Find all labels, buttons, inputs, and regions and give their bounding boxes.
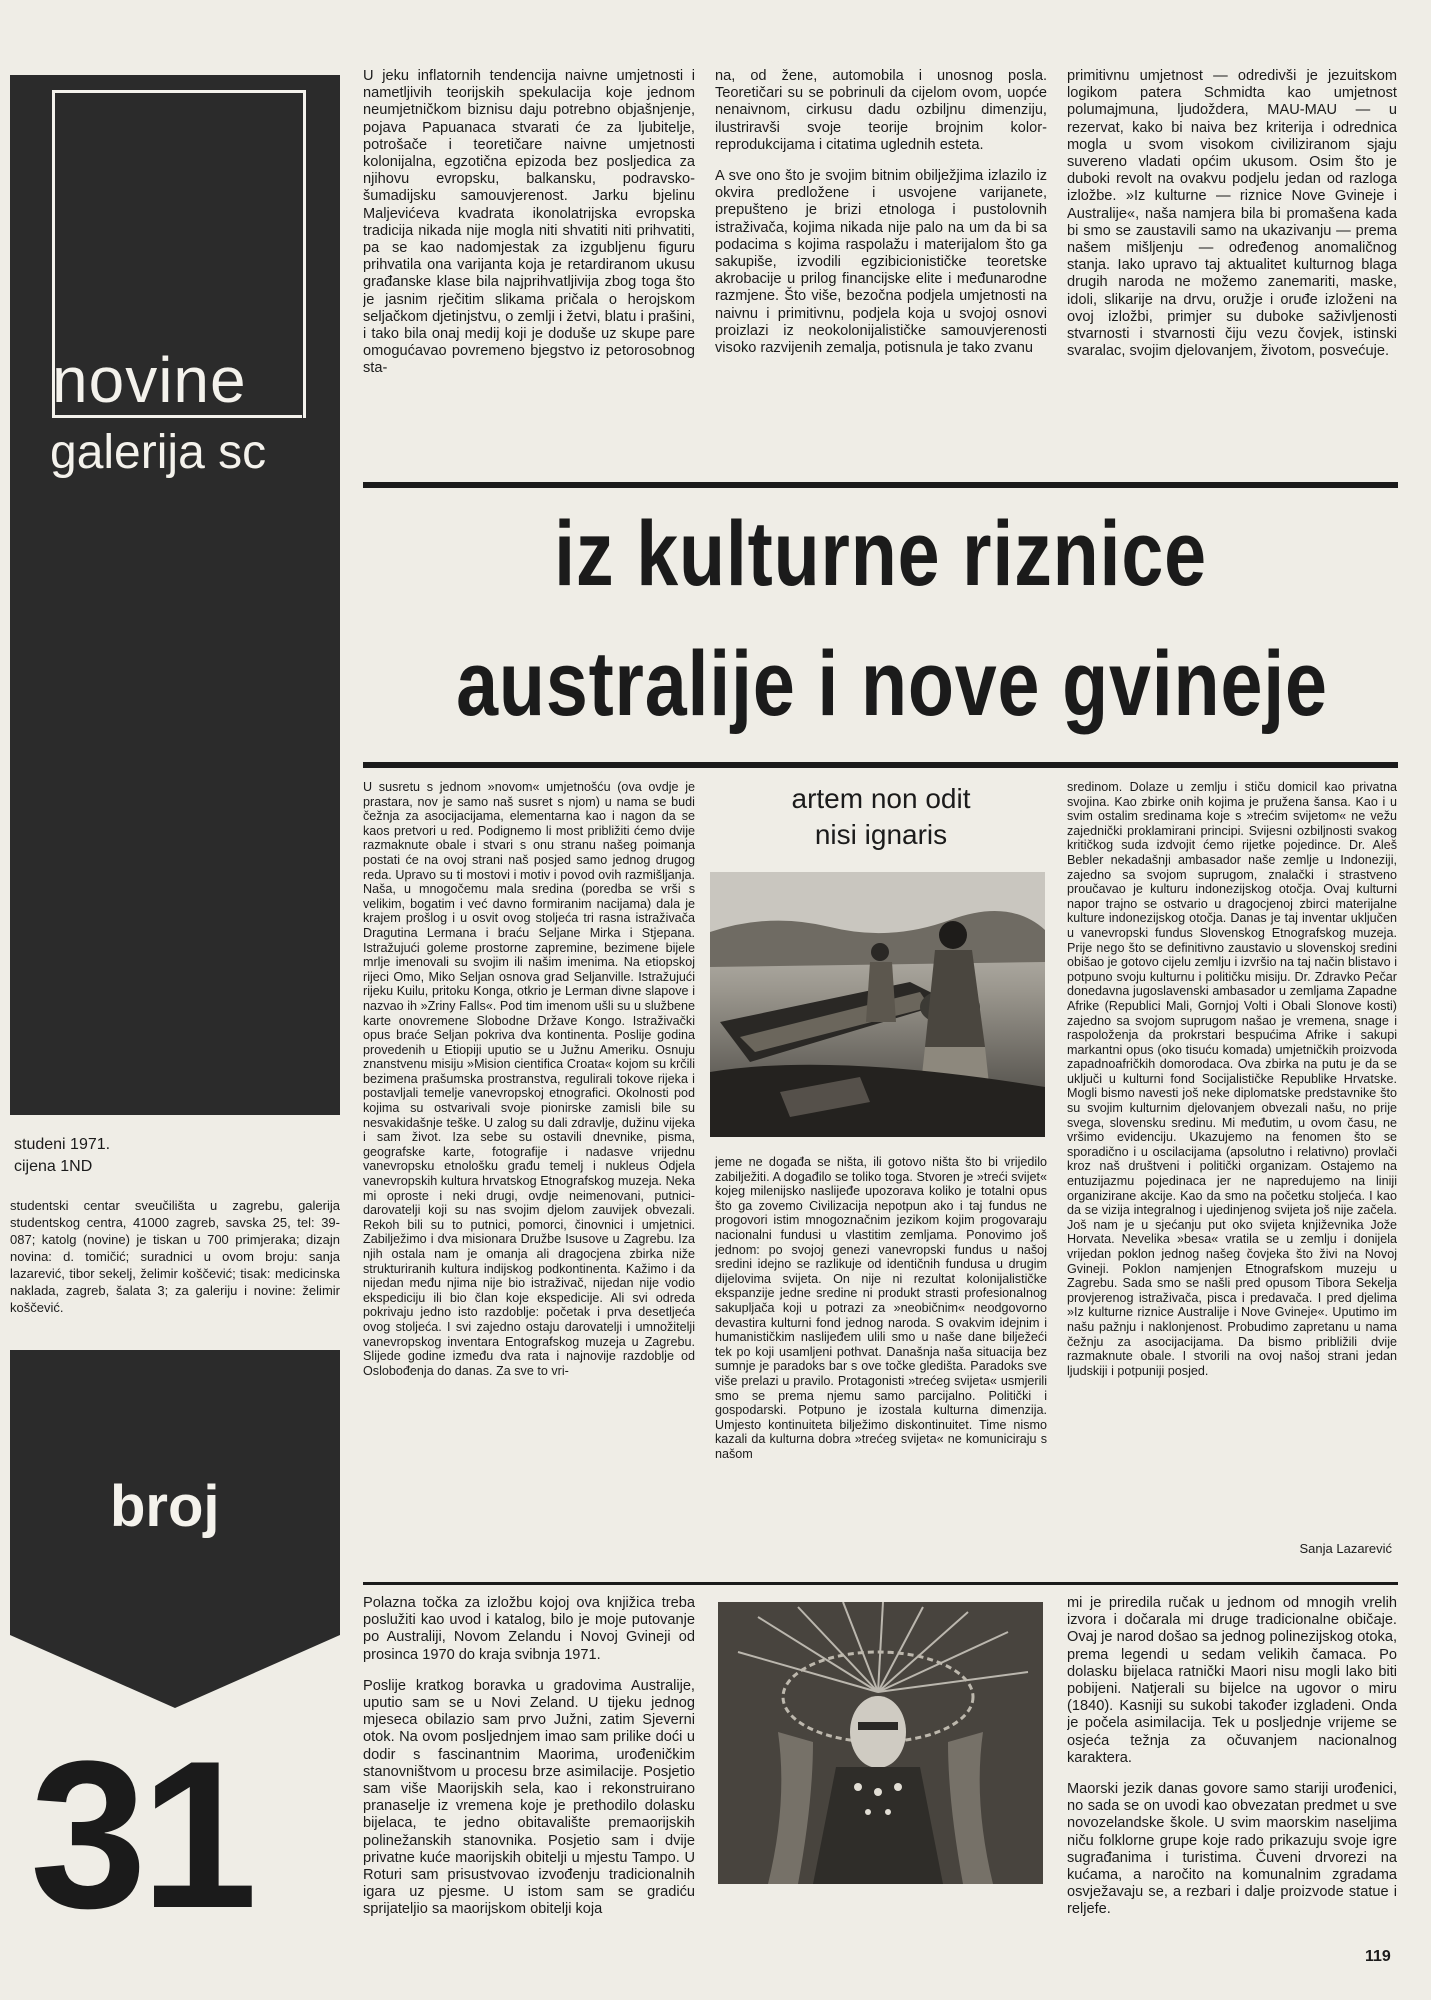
mid-column-1: U susretu s jednom »novom« umjetnošću (ova ovdje je prastara, nov je samo naš susret s njom) u nama se budi čežnja za asocijacijama, elementarna kao i nagon da se kaos pretvori u red. Podignemo li most približiti ćemo dvije razmaknute obale i stvari s onu stranu našeg poimanja postati će na ovoj strani naš posjed samo jednog drugog reda. Upravo su ti mostovi i motiv i povod ovih razmišljanja. Naša, u mnogočemu mala sredina (poredba se vrši s velikim, bogatim i već davno formiranim nacijama) dala je krajem prošlog i u osvit ovog stoljeća tri rasna istraživača Dragutina Lermana i braću Seljane Mirka i Stjepana. Istražujući goleme prostorne zapremine, bezimene bijele mrlje imenovali su svojim ili našim imenima. Na etiopskoj rijeci Omo, Miko Seljan osnova grad Seljanville. Istražujući rijeku Kuilu, pritoku Konga, otkrio je Lerman divne slapove i nazvao ih »Zriny Falls«. Pod tim imenom ušli su u službene karte onovremene Slobodne Države Kongo. Istraživački opus braće Seljan pokriva dva kontinenta. Poslije godina provedenih u Etiopiji uputio se u Južnu Ameriku. Osnuju znanstvenu misiju »Mision cientifica Croata« kojom su krčili bezimena prašumska prostranstva, regulirali tokove rijeka i postavljali temelje vanevropskoj etnografici. Okolnosti pod kojima su ostvarivali svoje pionirske zamisli bile su nesvakidašnje teške. U zalog su dali zdravlje, dužinu vijeka i sam život. Iza sebe su ostavili dnevnike, pisma, geografske karte, fotografije i nadasve vrijednu vanevropsku etnološku građu temelj i nukleus Odjela vanevropskih kultura hrvatskog Etnografskog muzeja. Neka mi oproste i neki drugi, ovdje neimenovani, putnici-darovatelji koji su nas svojim djelom zauvijek obvezali. Rekoh bili su to putnici, pomorci, činovnici i umjetnici. Zabilježimo i dva misionara Družbe Isusove u Zagrebu. Iza njih ostala nam je omanja ali dragocjena zbirka niže strukturiranih kultura indijskog podkontinenta. Kažimo i da nijedan među njima nije bio istraživač, nijedan nije vodio ekspediciju ili bio član koje ekspedicije. Ali svi odreda pokrivaju jedno isto razdoblje: početak i prva desetljeća ovog stoljeća. I svi zajedno ostaju darovatelji i umnožitelji vanevropskog inventara Entografskog muzeja u Zagrebu. Slijede godine između dva rata i najnovije razdoblje od Oslobođenja do danas. Za sve to vri- (363, 780, 695, 1378)
issue-price: cijena 1ND (14, 1158, 93, 1175)
headline-rule-top (363, 482, 1398, 488)
headline-line-2: australije i nove gvineje (456, 633, 1328, 735)
photo-canoe-scene (710, 872, 1045, 1137)
issue-number: 31 (30, 1717, 252, 1952)
bottom-column-3: mi je priredila ručak u jednom od mnogih vrelih izvora i dočarala mi druge tradicionalne običaje. Ovaj je narod došao sa jednog polinezijskog otoka, prema legendi u sedam velikih čamaca. Po dolasku bijelaca ratnički Maori nisu mogli lako biti pobijeni. Natjerali su bijelce na ugovor o miru (1840). Kasniji su sukobi također izgladeni. Onda je počela asimilacija. Tek u posljednje vrijeme se osjeća težnja za očuvanjem nacionalnog karaktera. Maorski jezik danas govore samo stariji urođenici, no sada se on uvodi kao obvezatan predmet u sve novozelandske škole. U svim maorskim naseljima niču folklorne grupe koje rado prikazuju svoje igre sugrađanima i turistima. Čuveni drvorezi na kućama, a naročito na komunalnim zgradama osvježavaju se, a rezbari i dalje proizvode statue i reljefe. (1067, 1595, 1397, 1918)
subhead-line-1: artem non odit (791, 783, 971, 814)
issue-date: studeni 1971. (14, 1136, 111, 1153)
headline-rule-bottom (363, 762, 1398, 768)
masthead-sub: galerija sc (50, 426, 267, 479)
top-column-3: primitivnu umjetnost — odredivši je jezuitskom logikom patera Schmidta kao umjetnost polumajmuna, ljudoždera, MAU-MAU — u rezervat, kako bi naiva bez kriterija i odrednica mogla u svom visokom civiliziranom sjaju suvereno vladati općim ukusom. Osim što je duboki revolt na ovakvu podjelu jedan od razloga izložbe. »Iz kulturne — riznice Nove Gvineje i Australije«, naša namjera bila bi promašena kada bi smo se zaustavili samo na ukazivanju — prema našem mišljenju — određenog anomaličnog stanja. Iako upravo taj aktualitet kulturnog blaga drugih naroda ne možemo zanemariti, maske, idoli, slikarije na drvu, oružje i oruđe izloženi na ovoj izložbi, primjer su duboke saživljenosti stvarnosti i stvarnosti čiju vezu čovjek, istinski svaralac, svojim djelovanjem, životom, posvećuje. (1067, 68, 1397, 360)
masthead-word: novine (52, 345, 302, 418)
bottom-column-1: Polazna točka za izložbu kojoj ova knjižica treba poslužiti kao uvod i katalog, bilo je moje putovanje po Australiji, Novom Zelandu i Novoj Gvineji od prosinca 1970 do kraja svibnja 1971. Poslije kratkog boravka u gradovima Australije, uputio sam se u Novi Zeland. U tijeku jednog mjeseca obilazio sam prvo Južni, zatim Sjeverni otok. Na ovom posljednjem imao sam prilike doći u dodir s fascinantnim Maorima, urođeničkim stanovništvom u procesu brze asimilacije. Posjetio sam više Maorijskih sela, kao i rekonstruirano pranaselje iz vremena koje je prethodilo dolasku bijelaca, te jedno obitavalište premaorijskih polinežanskih stanovnika. Posjetio sam i dvije privatne kuće maorijskih obitelji u mjestu Tampo. U Roturi sam prisustvovao izvođenju tradicionalnih igara uz pjesme. U istom sam se gradiću sprijateljio sa maorijskom obitelji koja (363, 1595, 695, 1918)
headline-line-1: iz kulturne riznice (554, 503, 1207, 605)
top-column-1: U jeku inflatornih tendencija naivne umjetnosti i nametljivih teorijskih spekulacija koje jednom neumjetničkom biznisu daju potrebno objašnjenje, pojava Papuanaca stvarati će za ljubitelje, potrošače i teoretičare naivne umjetnosti kolonijalna, egzotična epizoda bez posljedica za njihovu evropsku, balkansku, podravsko-šumadijsku samouvjerenost. Jarku bjelinu Maljevićeva kvadrata ikonolatrijska evropska tradicija nikada nije mogla niti shvatiti niti prihvatiti, pa se kao nadomjestak za izgubljenu figuru prihvatila ona varijanta koja je retardiranom ukusu građanske klase bila najprihvatljivija zbog toga što je jasnim rječitim slikama pričala o herojskom seljačkom djetinjstvu, o zemlji i žetvi, blatu i prašini, i tako bila onaj medij koji je doduše uz skupe pare omogućavao povremeno bjegstvo iz petorosobnog sta- (363, 68, 695, 377)
photo-headdress-portrait (718, 1602, 1043, 1884)
author-signature: Sanja Lazarević (1299, 1541, 1392, 1556)
subhead-line-2: nisi ignaris (814, 819, 948, 850)
issue-label: broj (110, 1474, 220, 1539)
section-rule (363, 1582, 1398, 1585)
imprint-text: studentski centar sveučilišta u zagrebu, galerija studentskog centra, 41000 zagreb, savska 25, tel: 39-087; katolg (novine) je tiskan u 700 primjeraka; dizajn novina: d. tomičić; suradnici u ovom broju: sanja lazarević, tibor sekelj, želimir koščević; tisak: medicinska naklada, zagreb, šalata 3; za galeriju i novine: želimir koščević. (10, 1198, 340, 1315)
top-column-2: na, od žene, automobila i unosnog posla. Teoretičari su se pobrinuli da cijelom ovom, uopće nenaivnom, cirkusu dadu ozbiljnu dimenziju, ilustriravši svoje teorije brojnim kolor-reprodukcijama i citatima uglednih esteta. A sve ono što je svojim bitnim obilježjima izlazilo iz okvira predložene i usvojene varijanete, prepušteno je brizi etnologa i pustolovnih istraživača, kojima nikada nije palo na um da bi sa podacima s kojima raspolažu i materijalom što ga sakupiše, izvodili egzibicionističke teoretske akrobacije u prilog financijske elite i međunarodne razmjene. Što više, bezočna podjela umjetnosti na naivnu i primitivnu, podjela koja u svojoj osnovi proizlazi iz neokolonijalističke samouvjerenosti visoko razvijenih zemalja, potisnula je tako zvanu (715, 68, 1047, 357)
mid-column-3: sredinom. Dolaze u zemlju i stiču domicil kao privatna svojina. Kao zbirke onih kojima je pružena šansa. Kao i u svim ostalim sredinama koje s »trećim svijetom« ne vežu zajednički proklamirani principi. Svijesni ozbiljnosti svakog kritičkog suda izdvojit ćemo rijetke pojedince. Dr. Aleš Bebler nekadašnji ambasador naše zemlje u Indoneziji, zajedno sa svojom suprugom, znalački i strastveno proučavao je kulturu indonezijskog otočja. Ovaj kulturni napor trajno se ostvario u dragocjenoj zbirci materijalne kulture indonezijskog otočja. Danas je taj inventar uključen u vanevropski fundus Slovenskog Etnografskog muzeja. Prije nego što se definitivno zaustavio u slovenskoj sredini obišao je gotovo cijelu zemlju i izvršio na taj način blistavo i potpuno svoju kulturnu i političku misiju. Dr. Zdravko Pečar donedavna jugoslavenski ambasador u zemljama Zapadne Afrike (Republici Mali, Gornjoj Volti i Obali Slonove kosti) zajedno sa svojom suprugom našao je vremena, snage i raspoloženja da prokrstari bespućima Afrike i sakupi markantni opus (oko tisuću komada) umjetničkih proizvoda zapadnoafričkih domorodaca. Ova zbirka na putu je da se uključi u kulturni fond Socijalističke Republike Hrvatske. Mogli bismo navesti još neke diplomatske predstavnike što su svojim kulturnim djelovanjem obvezali našu, no prije svega, slovensku sredinu. Mi međutim, u ovom času, ne vršimo evidenciju. Ukazujemo na fenomen što se sporadično i u oscilacijama (apsolutno i relativno) provlači kroz naš društveni i politički organizam. Ostajemo na entuzijazmu pojedinaca jer ne napredujemo na liniji organizirane akcije. Kao da smo na početku stoljeća. I kao da se vizija integralnog i ujedinjenog svijeta još nije začela. Još nam je u sjećanju put oko svijeta književnika Jože Horvata. Nevelika »besa« vratila se u zemlju i donijela vrijedan poklon jednog našeg čovjeka što živi na Novoj Gvineji. Poklon namjenjen Etnografskom muzeju u Zagrebu. Sada smo se našli pred opusom Tibora Sekelja provjerenog istraživača, pisca i predavača. I pred djelima »Iz kulturne riznice Australije i Nove Gvineje«. Uputimo im našu pažnju i naklonjenost. Probudimo zapretanu u nama čežnju za asocijacijama. Da bismo približili dvije razmaknute obale. I stvorili na ovoj našoj strani jedan ljudskiji i potpuniji posjed. (1067, 780, 1397, 1378)
page-number: 119 (1365, 1948, 1391, 1965)
mid-column-2: jeme ne događa se ništa, ili gotovo ništa što bi vrijedilo zabilježiti. A događilo se toliko toga. Stvoren je »treći svijet« kojeg milenijsko naslijeđe upozorava koliko je totalni opus što ga zovemo Civilizacija nepotpun ako i taj fundus ne progovori istim mnogoznačnim jezikom kojim progovaraju nacionalni fundusi u vlastitim zemljama. Ponovimo još jednom: po svojoj genezi vanevropski fundus u našoj sredini idejno se razlikuje od identičnih fundusa u drugim dijelovima svijeta. On nije ni rezultat kolonijalističke ekspanzije jedne sredine ni produkt strasti profesionalnog sakupljača koji u potrazi za »neobičnim« neodgovorno devastira kulturni fond jednog naroda. S ovakvim idejnim i humanističkim naslijeđem ulili smo u naše dane bilježeći tek po koji usamljeni pothvat. Današnja naša situacija bez sumnje je paradoks bar s ove točke gledišta. Paradoks sve više prelazi u pravilo. Protagonisti »trećeg svijeta« usmjerili smo se prema njemu samo parcijalno. Politički i gospodarski. Potpuno je izostala kulturna dimenzija. Umjesto kontinuiteta bilježimo diskontinuitet. Time nismo kazali da kulturna dobra »trećeg svijeta« ne komuniciraju s našom (715, 1155, 1047, 1461)
